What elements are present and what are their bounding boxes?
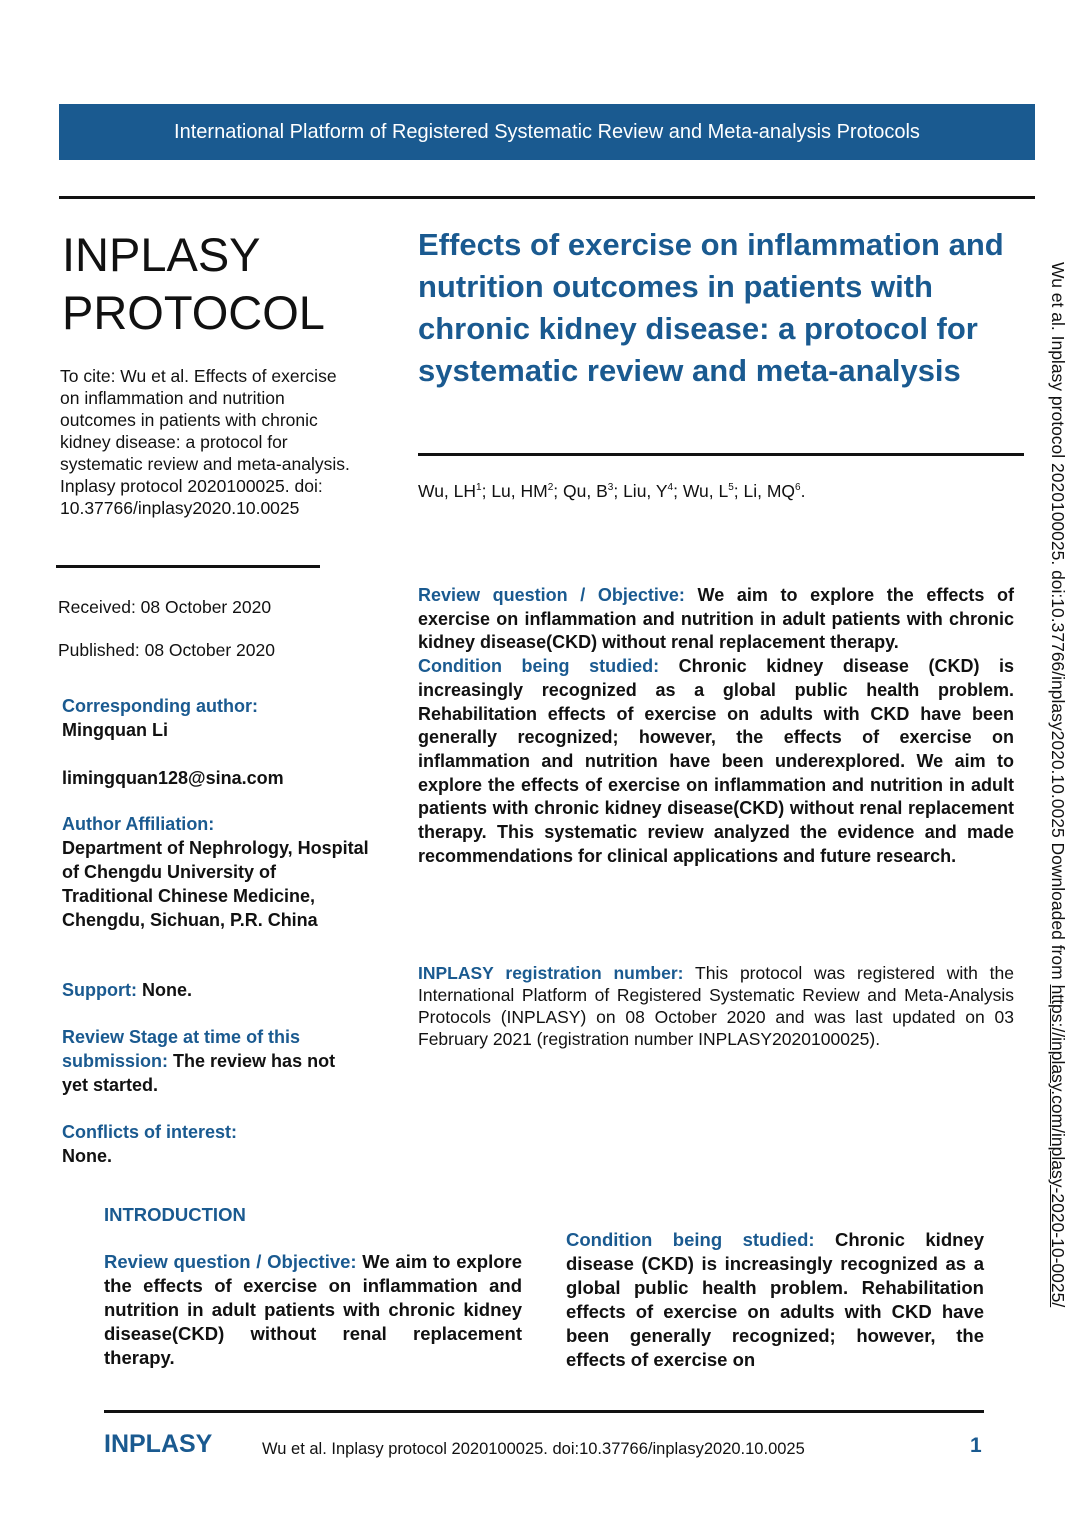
abstract (418, 584, 1014, 868)
top-rule (59, 196, 1035, 199)
side-note-link[interactable]: https://inplasy.com/inplasy-2020-10-0025/ (1048, 984, 1068, 1308)
brand-line-1: INPLASY (62, 228, 261, 281)
corresponding-name: Mingquan Li (62, 720, 168, 740)
corresponding-label: Corresponding author: (62, 696, 258, 716)
protocol-brand (62, 226, 325, 342)
intro-condition-text: Chronic kidney disease (CKD) is increasingly recognized as a global public health problem. Rehabilitation effects of exercise on adults with CKD have been generally recognized; however, the effects of exercise on (566, 1229, 985, 1370)
abstract-condition-text: Chronic kidney disease (CKD) is increasingly recognized as a global public health problem. Rehabilitation effects of exercise on adults with CKD have been generally recognized; however, the effects of exercise on inflammation and nutrition have been underexplored. We aim to explore the effects of exercise on inflammation and nutrition in adult patients with chronic kidney disease(CKD) without renal replacement therapy. This systematic review analyzed the evidence and made recommendations for clinical applications and future research. (418, 656, 1015, 866)
support-label: Support: (62, 980, 137, 1000)
author-entry (623, 481, 683, 501)
author-name: Qu, B (563, 481, 608, 501)
author-affil-num: 4 (667, 482, 674, 494)
author-affil-num: 1 (476, 482, 482, 494)
corresponding-email[interactable]: limingquan128@sina.com (62, 768, 284, 788)
review-stage (62, 1025, 342, 1097)
corresponding-author (62, 694, 372, 790)
support (62, 978, 372, 1002)
author-name: Liu, Y (623, 481, 668, 501)
author-separator: . (800, 481, 806, 501)
download-side-note (1047, 262, 1068, 1307)
author-entry (744, 481, 806, 501)
registration-label: INPLASY registration number: (418, 963, 684, 983)
author-name: Lu, HM (491, 481, 548, 501)
abstract-question-text: We aim to explore the effects of exercise on inflammation and nutrition in adult patients with chronic kidney disease(CKD) without renal replacement therapy. (418, 585, 1014, 653)
author-entry (491, 481, 563, 501)
author-entry (563, 481, 623, 501)
conflicts-label: Conflicts of interest: (62, 1122, 238, 1142)
author-entry (418, 481, 491, 501)
author-affil-num: 6 (795, 482, 801, 494)
received-date: Received: 08 October 2020 (58, 597, 272, 617)
author-affil-num: 5 (728, 482, 734, 494)
affiliation-label: Author Affiliation: (62, 814, 215, 834)
author-separator: ; (673, 481, 683, 501)
side-note-text: Wu et al. Inplasy protocol 2020100025. doi:10.37766/inplasy2020.10.0025 Downloaded from (1048, 262, 1068, 985)
author-entry (683, 481, 744, 501)
journal-banner (59, 104, 1035, 160)
author-affil-num: 3 (607, 482, 614, 494)
author-list (418, 481, 805, 502)
title-rule (418, 453, 1024, 456)
author-name: Wu, LH (418, 481, 477, 501)
support-text: None. (136, 980, 192, 1000)
author-separator: ; (733, 481, 744, 501)
author-separator: ; (553, 481, 564, 501)
introduction-heading: INTRODUCTION (104, 1204, 246, 1225)
citation: To cite: Wu et al. Effects of exercise on inflammation and nutrition outcomes in patients with chronic kidney disease: a protocol for systematic review and meta-analysis. Inplasy protocol 2020100025. doi: 10.37766/inplasy2020.10.0025 (60, 366, 350, 518)
introduction-left-column (104, 1250, 522, 1370)
author-name: Wu, L (682, 481, 729, 501)
author-affil-num: 2 (547, 482, 554, 494)
registration-info (418, 962, 1014, 1050)
left-divider (56, 565, 320, 568)
abstract-condition-label: Condition being studied: (418, 656, 660, 677)
banner-text: International Platform of Registered Systematic Review and Meta-analysis Protocols (174, 120, 920, 143)
review-stage-text: The review has not yet started. (62, 1051, 336, 1095)
page-number: 1 (970, 1434, 982, 1457)
review-stage-label: Review Stage at time of this submission: (62, 1027, 301, 1071)
intro-question-text: We aim to explore the effects of exercise on inflammation and nutrition in adult patients with chronic kidney disease(CKD) without renal replacement therapy. (104, 1251, 523, 1368)
intro-condition-label: Condition being studied: (566, 1229, 815, 1250)
footer-rule (104, 1410, 984, 1413)
footer-citation: Wu et al. Inplasy protocol 2020100025. doi:10.37766/inplasy2020.10.0025 (262, 1440, 805, 1458)
affiliation-text: Department of Nephrology, Hospital of Chengdu University of Traditional Chinese Medicine, Chengdu, Sichuan, P.R. China (62, 838, 369, 930)
intro-question-label: Review question / Objective: (104, 1251, 357, 1272)
footer-brand: INPLASY (104, 1430, 213, 1458)
author-name: Li, MQ (743, 481, 796, 501)
abstract-question-label: Review question / Objective: (418, 585, 685, 605)
paper-title: Effects of exercise on inflammation and nutrition outcomes in patients with chronic kidney disease: a protocol for systematic review and meta-analysis (418, 227, 1004, 388)
published-date: Published: 08 October 2020 (58, 640, 275, 660)
registration-text: This protocol was registered with the International Platform of Registered Systematic Review and Meta-Analysis Protocols (INPLASY) on 08 October 2020 and was last updated on 03 February 2021 (registration number INPLASY2020100025). (418, 963, 1014, 1049)
introduction-right-column (566, 1228, 984, 1372)
brand-line-2: PROTOCOL (62, 286, 325, 339)
author-separator: ; (481, 481, 492, 501)
author-separator: ; (613, 481, 624, 501)
conflicts-of-interest (62, 1120, 372, 1168)
author-affiliation (62, 812, 372, 932)
conflicts-text: None. (62, 1146, 113, 1166)
